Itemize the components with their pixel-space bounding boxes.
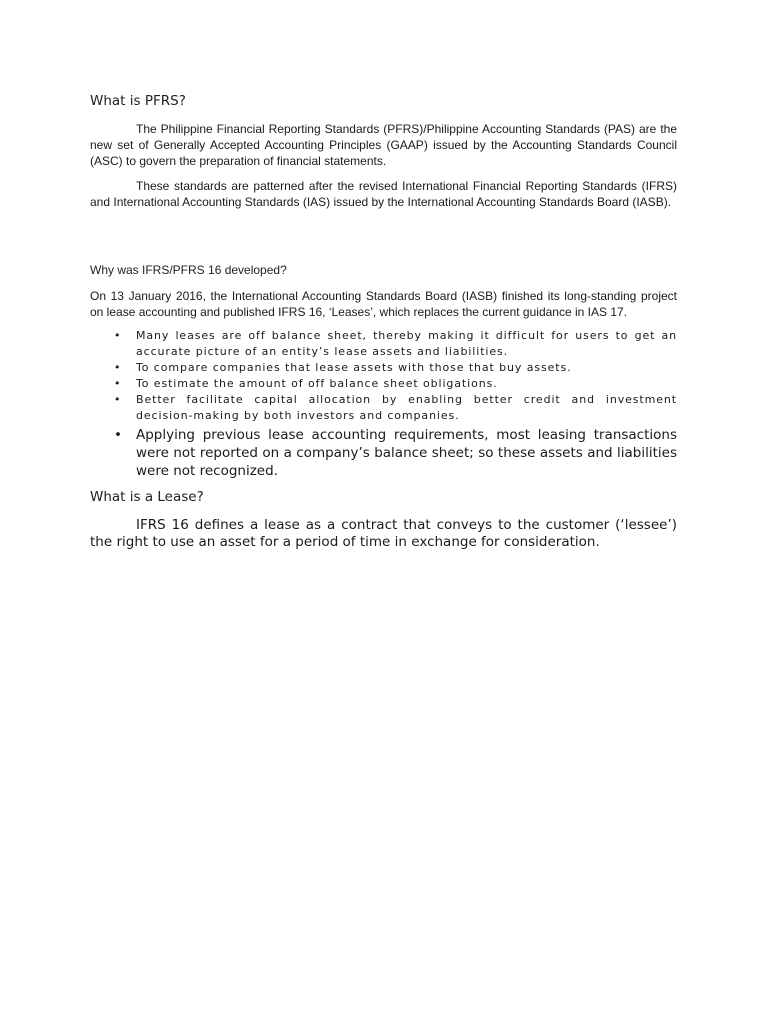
list-item-text: Better facilitate capital allocation by enabling better credit and investment decision-making by both investors and companies. xyxy=(136,393,677,422)
why-paragraph: On 13 January 2016, the International Accounting Standards Board (IASB) finished its long-standing project on lease accounting and published IFRS 16, ‘Leases’, which replaces the current guidance in IAS 17. xyxy=(90,289,677,319)
list-item xyxy=(90,376,677,392)
list-item-text: To compare companies that lease assets with those that buy assets. xyxy=(136,361,572,374)
heading-why-ifrs16: Why was IFRS/PFRS 16 developed? xyxy=(90,263,287,277)
pfrs-paragraph-2: These standards are patterned after the revised International Financial Reporting Standards (IFRS) and International Accounting Standards (IAS) issued by the International Accounting Standards Board (IASB). xyxy=(90,179,677,209)
list-item-text: Many leases are off balance sheet, thereby making it difficult for users to get an accurate picture of an entity’s lease assets and liabilities. xyxy=(136,329,677,358)
bullet-icon: • xyxy=(114,377,122,390)
pfrs-paragraph-1: The Philippine Financial Reporting Standards (PFRS)/Philippine Accounting Standards (PAS) are the new set of Generally Accepted Accounting Principles (GAAP) issued by the Accounting Standards Council (ASC) to govern the preparation of financial statements. xyxy=(90,122,677,168)
heading-what-is-lease: What is a Lease? xyxy=(90,489,204,505)
list-item xyxy=(90,392,677,424)
bullet-icon: • xyxy=(114,393,122,406)
list-item-text: Applying previous lease accounting requirements, most leasing transactions were not reported on a company’s balance sheet; so these assets and liabilities were not recognized. xyxy=(136,427,677,479)
list-item xyxy=(90,426,677,480)
reasons-list xyxy=(90,328,677,480)
lease-paragraph: IFRS 16 defines a lease as a contract that conveys to the customer (‘lessee’) the right to use an asset for a period of time in exchange for consideration. xyxy=(90,517,677,550)
bullet-icon: • xyxy=(114,329,122,342)
list-item xyxy=(90,360,677,376)
list-item xyxy=(90,328,677,360)
bullet-icon: • xyxy=(114,361,122,374)
bullet-icon: • xyxy=(114,427,122,443)
list-item-text: To estimate the amount of off balance sheet obligations. xyxy=(136,377,498,390)
heading-what-is-pfrs: What is PFRS? xyxy=(90,93,186,109)
